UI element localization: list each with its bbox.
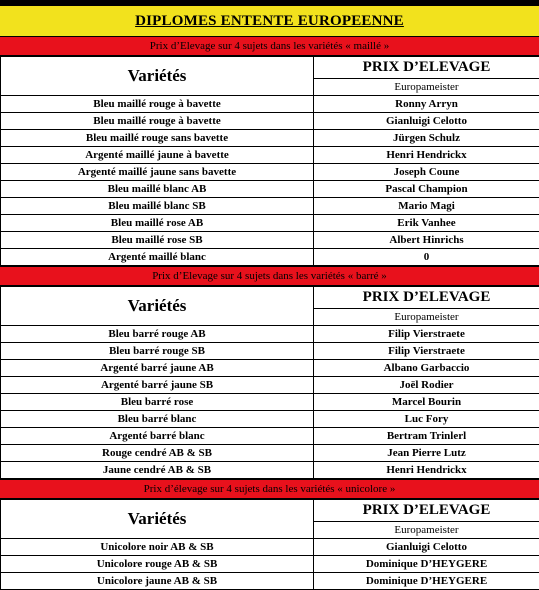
winner-cell: Jean Pierre Lutz bbox=[314, 445, 539, 462]
winner-cell: Pascal Champion bbox=[314, 181, 539, 198]
variety-cell: Bleu barré blanc bbox=[1, 411, 314, 428]
table-row bbox=[1, 462, 539, 479]
winner-cell: Filip Vierstraete bbox=[314, 326, 539, 343]
section-banner: Prix d’élevage sur 4 sujets dans les variétés « unicolore » bbox=[0, 479, 539, 499]
variety-cell: Argenté barré jaune SB bbox=[1, 377, 314, 394]
column-subheader-europameister: Europameister bbox=[314, 78, 539, 95]
winner-cell: 0 bbox=[314, 249, 539, 266]
column-header-varieties: Variétés bbox=[1, 287, 314, 326]
winner-cell: Joël Rodier bbox=[314, 377, 539, 394]
winner-cell: Marcel Bourin bbox=[314, 394, 539, 411]
winner-cell: Albano Garbaccio bbox=[314, 360, 539, 377]
variety-cell: Bleu barré rouge AB bbox=[1, 326, 314, 343]
winner-cell: Filip Vierstraete bbox=[314, 343, 539, 360]
section-banner: Prix d’Elevage sur 4 sujets dans les variétés « maillé » bbox=[0, 36, 539, 56]
page-title: DIPLOMES ENTENTE EUROPEENNE bbox=[135, 13, 404, 30]
column-subheader-europameister: Europameister bbox=[314, 308, 539, 325]
table-row bbox=[1, 113, 539, 130]
column-header-prize: PRIX D’ELEVAGE bbox=[314, 57, 539, 79]
variety-cell: Argenté barré blanc bbox=[1, 428, 314, 445]
variety-cell: Unicolore noir AB & SB bbox=[1, 539, 314, 556]
variety-cell: Argenté maillé blanc bbox=[1, 249, 314, 266]
table-row bbox=[1, 445, 539, 462]
table-row bbox=[1, 232, 539, 249]
winner-cell: Joseph Coune bbox=[314, 164, 539, 181]
table-row bbox=[1, 215, 539, 232]
section-table bbox=[0, 286, 539, 479]
table-row bbox=[1, 411, 539, 428]
variety-cell: Bleu maillé rouge à bavette bbox=[1, 96, 314, 113]
variety-cell: Bleu maillé rouge sans bavette bbox=[1, 130, 314, 147]
table-row bbox=[1, 573, 539, 590]
table-row bbox=[1, 249, 539, 266]
section-banner: Prix d’Elevage sur 4 sujets dans les variétés « barré » bbox=[0, 266, 539, 286]
winner-cell: Gianluigi Celotto bbox=[314, 113, 539, 130]
table-row bbox=[1, 130, 539, 147]
winner-cell: Henri Hendrickx bbox=[314, 147, 539, 164]
variety-cell: Jaune cendré AB & SB bbox=[1, 462, 314, 479]
winner-cell: Gianluigi Celotto bbox=[314, 539, 539, 556]
winner-cell: Jürgen Schulz bbox=[314, 130, 539, 147]
table-row bbox=[1, 343, 539, 360]
table-row bbox=[1, 394, 539, 411]
variety-cell: Argenté barré jaune AB bbox=[1, 360, 314, 377]
winner-cell: Erik Vanhee bbox=[314, 215, 539, 232]
table-row bbox=[1, 428, 539, 445]
table-row bbox=[1, 326, 539, 343]
variety-cell: Bleu maillé rouge à bavette bbox=[1, 113, 314, 130]
winner-cell: Dominique D’HEYGERE bbox=[314, 573, 539, 590]
variety-cell: Argenté maillé jaune à bavette bbox=[1, 147, 314, 164]
table-row bbox=[1, 164, 539, 181]
table-row bbox=[1, 556, 539, 573]
column-header-prize: PRIX D’ELEVAGE bbox=[314, 500, 539, 522]
winner-cell: Dominique D’HEYGERE bbox=[314, 556, 539, 573]
winner-cell: Albert Hinrichs bbox=[314, 232, 539, 249]
variety-cell: Bleu barré rose bbox=[1, 394, 314, 411]
variety-cell: Unicolore rouge AB & SB bbox=[1, 556, 314, 573]
winner-cell: Bertram Trinlerl bbox=[314, 428, 539, 445]
variety-cell: Bleu maillé rose AB bbox=[1, 215, 314, 232]
section-table bbox=[0, 56, 539, 266]
title-bar bbox=[0, 6, 539, 36]
section-table bbox=[0, 499, 539, 590]
column-header-prize: PRIX D’ELEVAGE bbox=[314, 287, 539, 309]
table-row bbox=[1, 539, 539, 556]
table-row bbox=[1, 360, 539, 377]
variety-cell: Bleu maillé blanc AB bbox=[1, 181, 314, 198]
variety-cell: Unicolore jaune AB & SB bbox=[1, 573, 314, 590]
table-row bbox=[1, 181, 539, 198]
sections-container bbox=[0, 36, 539, 590]
variety-cell: Bleu barré rouge SB bbox=[1, 343, 314, 360]
column-header-varieties: Variétés bbox=[1, 500, 314, 539]
variety-cell: Rouge cendré AB & SB bbox=[1, 445, 314, 462]
table-row bbox=[1, 198, 539, 215]
variety-cell: Argenté maillé jaune sans bavette bbox=[1, 164, 314, 181]
winner-cell: Ronny Arryn bbox=[314, 96, 539, 113]
variety-cell: Bleu maillé blanc SB bbox=[1, 198, 314, 215]
table-row bbox=[1, 377, 539, 394]
table-row bbox=[1, 96, 539, 113]
winner-cell: Luc Fory bbox=[314, 411, 539, 428]
variety-cell: Bleu maillé rose SB bbox=[1, 232, 314, 249]
winner-cell: Henri Hendrickx bbox=[314, 462, 539, 479]
column-subheader-europameister: Europameister bbox=[314, 521, 539, 538]
table-row bbox=[1, 147, 539, 164]
winner-cell: Mario Magi bbox=[314, 198, 539, 215]
column-header-varieties: Variétés bbox=[1, 57, 314, 96]
